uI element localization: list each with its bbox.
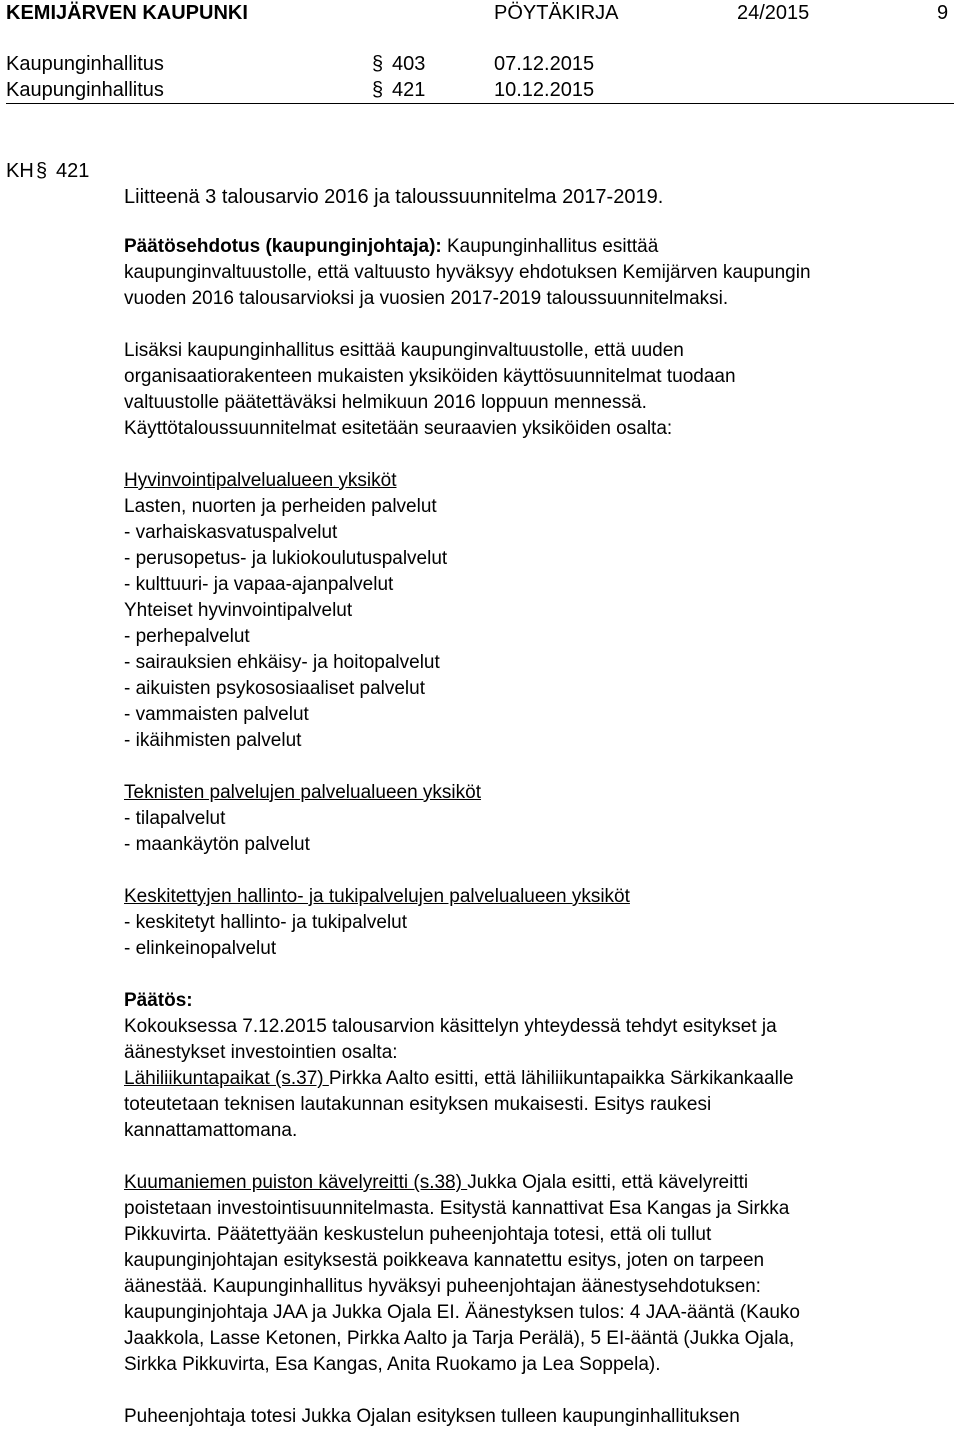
list-item: - aikuisten psykososiaaliset palvelut xyxy=(124,678,425,699)
meta-body: Kaupunginhallitus xyxy=(6,79,164,101)
org-name: KEMIJÄRVEN KAUPUNKI xyxy=(6,2,248,24)
proposal-label: Päätösehdotus (kaupunginjohtaja): xyxy=(124,236,442,257)
list-item: - tilapalvelut xyxy=(124,808,226,829)
list-item: - maankäytön palvelut xyxy=(124,834,310,855)
meta-number: 403 xyxy=(392,53,426,75)
attachment-line: Liitteenä 3 talousarvio 2016 ja taloussuunnitelma 2017-2019. xyxy=(124,186,664,208)
header-divider xyxy=(6,103,954,104)
unit-section xyxy=(124,468,924,754)
section-icon: § xyxy=(36,160,48,182)
section-heading: Teknisten palvelujen palvelualueen yksiköt xyxy=(124,782,482,803)
section-heading: Hyvinvointipalvelualueen yksiköt xyxy=(124,470,397,491)
meta-date: 10.12.2015 xyxy=(494,79,595,101)
list-item: - varhaiskasvatuspalvelut xyxy=(124,522,338,543)
unit-section xyxy=(124,884,924,962)
page-number: 9 xyxy=(937,2,949,24)
section-heading: Keskitettyjen hallinto- ja tukipalvelujen palvelualueen yksiköt xyxy=(124,886,630,907)
list-item: - sairauksien ehkäisy- ja hoitopalvelut xyxy=(124,652,440,673)
list-item: Yhteiset hyvinvointipalvelut xyxy=(124,600,353,621)
lahiliikuntapaikat-ref: Lähiliikuntapaikat (s.37) xyxy=(124,1068,329,1089)
list-item: - perhepalvelut xyxy=(124,626,250,647)
unit-section xyxy=(124,780,924,858)
kuumaniemi-ref: Kuumaniemen puiston kävelyreitti (s.38) xyxy=(124,1172,468,1193)
item-number: 421 xyxy=(56,160,90,182)
section-icon: § xyxy=(372,53,384,75)
meta-date: 07.12.2015 xyxy=(494,53,595,75)
proposal-paragraph: Päätösehdotus (kaupunginjohtaja): Kaupunginhallitus esittää kaupunginvaltuustolle, että valtuusto hyväksyy ehdotuksen Kemijärven kaupungin vuoden 2016 talousarvioksi ja vuosien 2017-2019 taloussuunnitelmaksi. xyxy=(124,236,811,309)
list-item: - kulttuuri- ja vapaa-ajanpalvelut xyxy=(124,574,394,595)
decision-label: Päätös: xyxy=(124,990,193,1011)
meta-number: 421 xyxy=(392,79,426,101)
additional-paragraph: Lisäksi kaupunginhallitus esittää kaupunginvaltuustolle, että uuden organisaatiorakenteen mukaisten yksiköiden käyttösuunnitelmat tuodaan valtuustolle päätettäväksi helmikuun 2016 loppuun mennessä. Käyttötaloussuunnitelmat esitetään seuraavien yksiköiden osalta: xyxy=(124,340,736,439)
document-body xyxy=(124,234,924,1430)
list-item: Lasten, nuorten ja perheiden palvelut xyxy=(124,496,437,517)
list-item: - keskitetyt hallinto- ja tukipalvelut xyxy=(124,912,408,933)
list-item: - ikäihmisten palvelut xyxy=(124,730,302,751)
decision-section: Päätös: Kokouksessa 7.12.2015 talousarvion käsittelyn yhteydessä tehdyt esitykset ja äänestykset investointien osalta: Lähiliikuntapaikat (s.37) Pirkka Aalto esitti, että lähiliikuntapaikka Särkikankaalle toteutetaan teknisen lautakunnan esityksen mukaisesti. Esitys raukesi kannattamattomana. Kuumaniemen puiston kävelyreitti (s.38) Jukka Ojala esitti, että kävelyreitti poistetaan investointisuunnitelmasta. Esitystä kannattivat Esa Kangas ja Sirkka Pikkuvirta. Päätettyään keskustelun puheenjohtaja totesi, että oli tullut kaupunginjohtajan esityksestä poikkeava kannatettu esitys, joten on tarpeen äänestää. Kaupunginhallitus hyväksyi puheenjohtajan äänestysehdotuksen: kaupunginjohtaja JAA ja Jukka Ojala EI. Äänestyksen tulos: 4 JAA-ääntä (Kauko Jaakkola, Lasse Ketonen, Pirkka Aalto ja Tarja Perälä), 5 EI-ääntä (Jukka Ojala, Sirkka Pikkuvirta, Esa Kangas, Anita Ruokamo ja Lea Soppela). Puheenjohtaja totesi Jukka Ojalan esityksen tulleen kaupunginhallituksen xyxy=(124,988,924,1430)
doc-number: 24/2015 xyxy=(737,2,810,24)
list-item: - vammaisten palvelut xyxy=(124,704,309,725)
list-item: - elinkeinopalvelut xyxy=(124,938,277,959)
list-item: - perusopetus- ja lukiokoulutuspalvelut xyxy=(124,548,448,569)
section-icon: § xyxy=(372,79,384,101)
doc-type: PÖYTÄKIRJA xyxy=(494,2,619,24)
meta-body: Kaupunginhallitus xyxy=(6,53,164,75)
item-prefix: KH xyxy=(6,160,34,182)
